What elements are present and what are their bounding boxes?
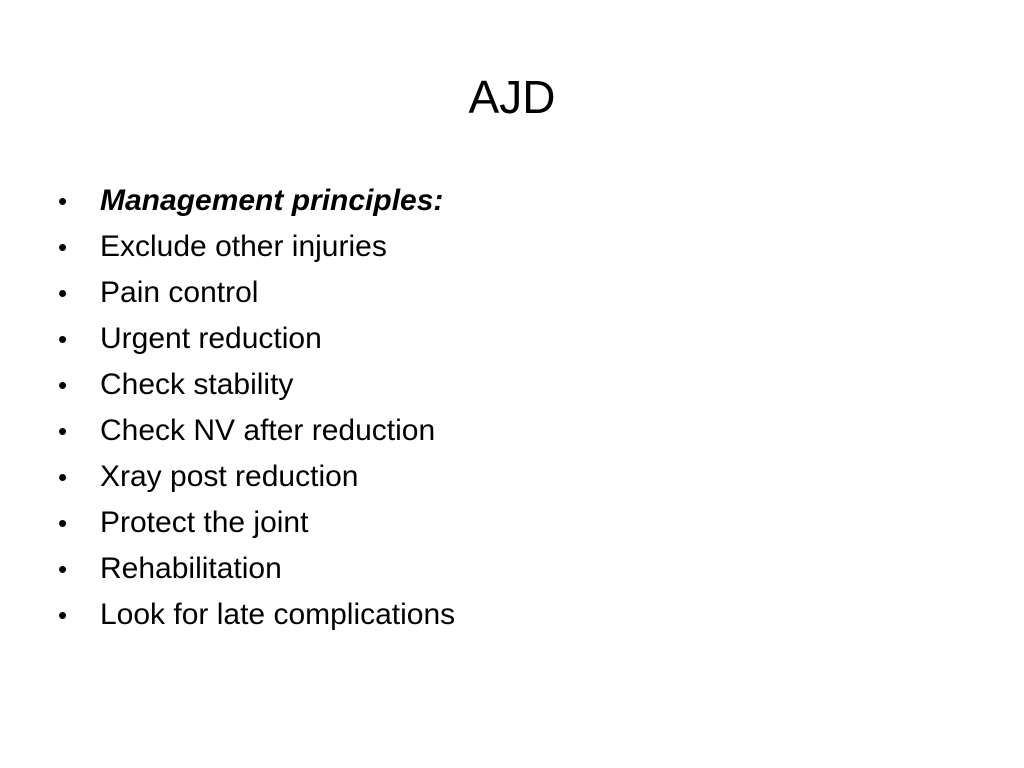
bullet-icon: • [58, 554, 68, 584]
list-item-text: Check NV after reduction [100, 414, 436, 447]
bullet-icon: • [58, 462, 68, 492]
bullet-icon: • [58, 370, 68, 400]
list-item-text: Xray post reduction [100, 460, 359, 493]
list-item-text: Management principles: [100, 184, 444, 217]
list-item-text: Rehabilitation [100, 552, 282, 585]
list-item-text: Urgent reduction [100, 322, 322, 355]
bullet-icon: • [58, 508, 68, 538]
bullet-icon: • [58, 600, 68, 630]
slide-title: AJD [468, 71, 556, 123]
bullet-icon: • [58, 232, 68, 262]
bullet-icon: • [58, 416, 68, 446]
bullet-icon: • [58, 186, 68, 216]
list-item-text: Exclude other injuries [100, 230, 387, 263]
bullet-icon: • [58, 324, 68, 354]
list-item-text: Pain control [100, 276, 259, 309]
list-item-text: Look for late complications [100, 598, 456, 631]
list-item-text: Check stability [100, 368, 294, 401]
list-item-text: Protect the joint [100, 506, 309, 539]
bullet-icon: • [58, 278, 68, 308]
